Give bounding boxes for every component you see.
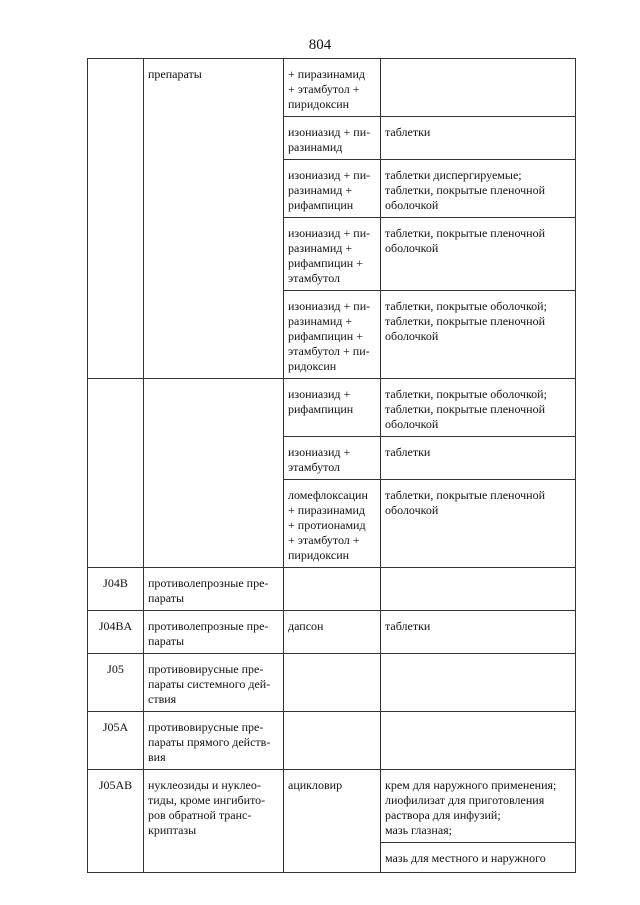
group-name-cell: противовирусные пре- параты прямого действ- вия — [144, 712, 284, 770]
drug-name-cell: ацикловир — [284, 770, 381, 873]
dosage-form-cell: таблетки, покрытые оболочкой; таблетки, покрытые пленочной оболочкой — [381, 379, 576, 437]
atc-code-cell — [88, 59, 144, 379]
dosage-form-cell: мазь для местного и наружного — [381, 843, 576, 873]
group-name-cell — [144, 379, 284, 568]
page-number: 804 — [308, 37, 332, 53]
table-row — [88, 379, 576, 437]
atc-code-cell — [88, 379, 144, 568]
drug-table — [87, 58, 576, 873]
dosage-form-cell: таблетки, покрытые пленочной оболочкой — [381, 480, 576, 568]
dosage-form-cell: таблетки — [381, 611, 576, 654]
drug-name-cell: изониазид + рифампицин — [284, 379, 381, 437]
dosage-form-cell — [381, 568, 576, 611]
dosage-form-cell: таблетки, покрытые оболочкой; таблетки, покрытые пленочной оболочкой — [381, 291, 576, 379]
drug-name-cell — [284, 712, 381, 770]
drug-name-cell: изониазид + пи- разинамид — [284, 117, 381, 160]
drug-name-cell: изониазид + этамбутол — [284, 437, 381, 480]
table-row — [88, 568, 576, 611]
drug-name-cell: ломефлоксацин + пиразинамид + протионамид + этамбутол + пиридоксин — [284, 480, 381, 568]
drug-name-cell: дапсон — [284, 611, 381, 654]
atc-code-cell: J05 — [88, 654, 144, 712]
drug-name-cell — [284, 568, 381, 611]
dosage-form-cell: таблетки, покрытые пленочной оболочкой — [381, 218, 576, 291]
drug-name-cell: изониазид + пи- разинамид + рифампицин + этамбутол — [284, 218, 381, 291]
dosage-form-cell: таблетки — [381, 437, 576, 480]
table-row — [88, 611, 576, 654]
drug-name-cell: изониазид + пи- разинамид + рифампицин — [284, 160, 381, 218]
atc-code-cell: J05AB — [88, 770, 144, 873]
table-row — [88, 59, 576, 117]
drug-name-cell: + пиразинамид + этамбутол + пиридоксин — [284, 59, 381, 117]
atc-code-cell: J04B — [88, 568, 144, 611]
dosage-form-cell: крем для наружного применения; лиофилизат для приготовления раствора для инфузий; мазь глазная; — [381, 770, 576, 843]
drug-name-cell: изониазид + пи- разинамид + рифампицин + этамбутол + пи- ридоксин — [284, 291, 381, 379]
dosage-form-cell — [381, 59, 576, 117]
table-row — [88, 654, 576, 712]
drug-name-cell — [284, 654, 381, 712]
atc-code-cell: J04BA — [88, 611, 144, 654]
group-name-cell: противовирусные пре- параты системного дей- ствия — [144, 654, 284, 712]
group-name-cell: нуклеозиды и нуклео- тиды, кроме ингибито- ров обратной транс- криптазы — [144, 770, 284, 873]
dosage-form-cell: таблетки — [381, 117, 576, 160]
group-name-cell: противолепрозные пре- параты — [144, 568, 284, 611]
table-row — [88, 770, 576, 843]
dosage-form-cell — [381, 712, 576, 770]
atc-code-cell: J05A — [88, 712, 144, 770]
dosage-form-cell — [381, 654, 576, 712]
group-name-cell: противолепрозные пре- параты — [144, 611, 284, 654]
table-row — [88, 712, 576, 770]
group-name-cell: препараты — [144, 59, 284, 379]
dosage-form-cell: таблетки диспергируемые; таблетки, покрытые пленочной оболочкой — [381, 160, 576, 218]
